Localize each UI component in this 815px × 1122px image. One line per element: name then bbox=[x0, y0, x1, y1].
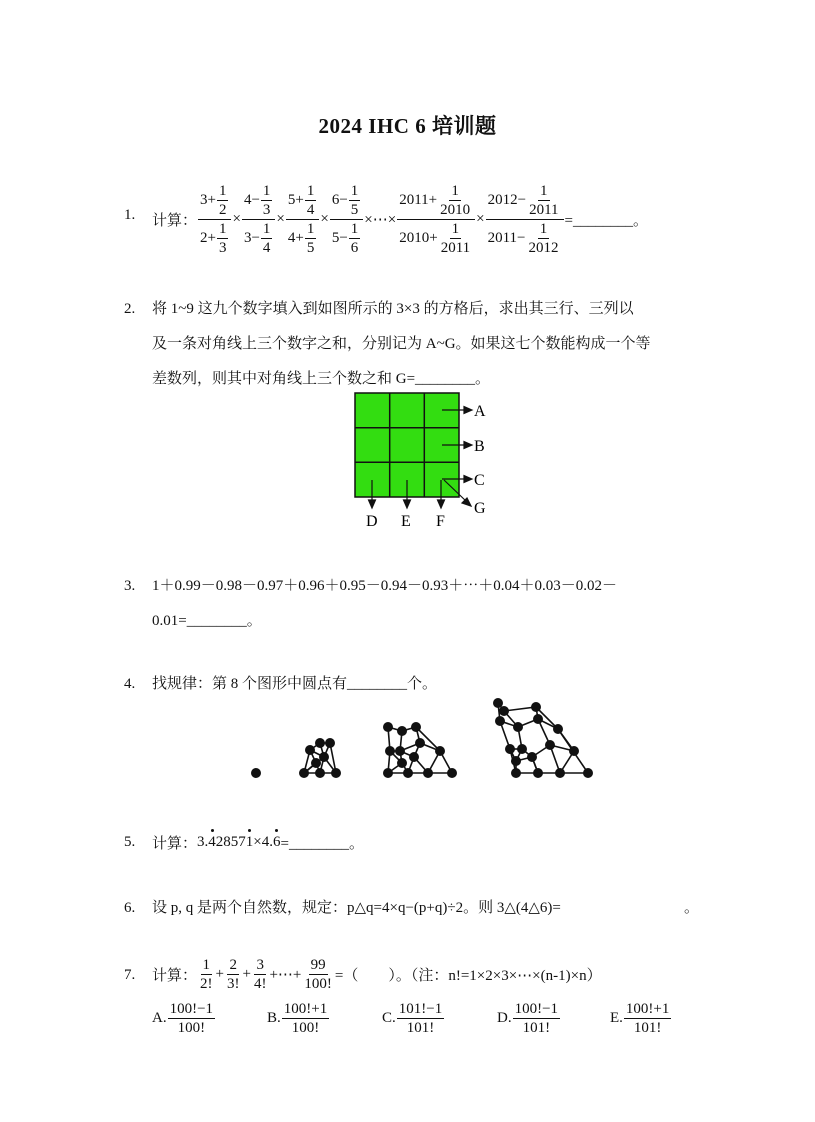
q3-line2: 0.01=________。 bbox=[152, 613, 262, 629]
q1-frac-2011-num-int: 2011+ bbox=[399, 192, 438, 208]
q2-line3: 差数列，则其中对角线上三个数之和 G=________。 bbox=[152, 371, 491, 387]
q1-frac-2012 bbox=[486, 182, 564, 257]
q1-expression: 计算： 3+ $\frac{1}{2}$ 2+ $\frac{1}{3}$ × 4− $\frac{1}{3}$ 3− $\frac{1}{4}$ × 5+ $\frac{1}{4}$ 4+ $\frac{1}{5}$ × 6− $\frac{1}{5}$ 5− $\frac{1}{6}$ ×⋯× 2011+ $\frac{1}{2010}$ 2010+ $\frac{1}{2011}$ × 2012− $\frac{1}{2011}$ 2011− $\frac{1}{2012}$ =________。 bbox=[152, 182, 648, 256]
q5-a-mid: 2857 bbox=[215, 834, 246, 850]
q1-term-2-num-fnum: 1 bbox=[262, 182, 271, 199]
q7-option-b[interactable]: B. $\frac{100!+1}{100!}$ bbox=[267, 1001, 328, 1036]
q1-term-1-num-int: 3+ bbox=[200, 192, 216, 208]
q4-number: 4. bbox=[124, 676, 136, 692]
q5-prefix: 计算： bbox=[152, 836, 198, 852]
q2-grid-figure bbox=[350, 390, 500, 530]
q1-frac-2011-num-fden: 2010 bbox=[440, 201, 471, 218]
q1-term-3-num-int: 5+ bbox=[287, 192, 304, 208]
q3-line1: 1＋0.99－0.98－0.97＋0.96＋0.95－0.94－0.93＋⋯＋0.04＋0.03－0.02－ bbox=[152, 578, 618, 594]
q1-term-4 bbox=[330, 182, 363, 257]
q1-term-4-num-fden: 5 bbox=[350, 201, 359, 218]
q1-term-1-den-fnum: 1 bbox=[218, 220, 227, 237]
q1-number: 1. bbox=[124, 207, 136, 223]
q1-term-3-den-int: 4+ bbox=[287, 230, 304, 246]
q1-frac-2011-num-fnum: 1 bbox=[451, 182, 459, 199]
q1-term-2-den-fden: 4 bbox=[262, 239, 271, 256]
q5-a-int: 3. bbox=[197, 834, 209, 850]
q2-label-a: A bbox=[474, 403, 486, 420]
q6-number: 6. bbox=[124, 900, 136, 916]
q1-term-2-den-int: 3− bbox=[243, 230, 260, 246]
q1-frac-2012-num-fnum: 1 bbox=[540, 182, 548, 199]
q2-label-b: B bbox=[474, 438, 485, 455]
q1-mid: ×⋯× bbox=[364, 211, 397, 228]
q1-frac-2011 bbox=[397, 182, 475, 257]
q7-frac-last: $\frac{99}{100!}$ bbox=[304, 957, 332, 992]
q2-text bbox=[152, 292, 712, 397]
q1-term-4-num-int: 6− bbox=[331, 192, 348, 208]
page-title: 2024 IHC 6 培训题 bbox=[318, 114, 497, 138]
q6-end: 。 bbox=[684, 900, 700, 916]
q7-option-e[interactable]: E. $\frac{100!+1}{101!}$ bbox=[610, 1001, 670, 1036]
q1-term-2-den-fnum: 1 bbox=[262, 220, 271, 237]
q1-frac-2011-den-fnum: 1 bbox=[451, 220, 460, 237]
q1-frac-2011-den-int: 2010+ bbox=[399, 230, 438, 246]
q1-term-2 bbox=[242, 182, 275, 257]
q5-a-repeat-start: 4 bbox=[208, 834, 216, 850]
q5-number: 5. bbox=[124, 834, 136, 850]
q2-label-c: C bbox=[474, 472, 485, 489]
q1-frac-2012-den-int: 2011− bbox=[487, 230, 526, 246]
q1-term-1-num-fnum: 1 bbox=[218, 182, 227, 199]
q5-b-repeat: 6 bbox=[272, 834, 281, 850]
q1-frac-2012-num-fden: 2011 bbox=[529, 201, 559, 218]
q4-dot-pattern-figure bbox=[240, 695, 600, 790]
q4-text: 找规律：第 8 个图形中圆点有________个。 bbox=[152, 676, 438, 692]
q2-line1: 将 1~9 这九个数字填入到如图所示的 3×3 的方格后，求出其三行、三列以 bbox=[152, 301, 634, 317]
q1-term-4-den-fden: 6 bbox=[350, 239, 359, 256]
q1-frac-2012-den-fnum: 1 bbox=[539, 220, 548, 237]
q1-term-3-den-fden: 5 bbox=[306, 239, 315, 256]
q7-option-d[interactable]: D. $\frac{100!-1}{101!}$ bbox=[497, 1001, 559, 1036]
q1-term-4-den-int: 5− bbox=[331, 230, 348, 246]
q2-label-e: E bbox=[401, 513, 411, 530]
q1-suffix: =________。 bbox=[564, 212, 648, 229]
q7-option-a[interactable]: A. $\frac{100!-1}{100!}$ bbox=[152, 1001, 214, 1036]
q7-mid: +⋯+ bbox=[269, 967, 302, 983]
q2-label-f: F bbox=[436, 513, 445, 530]
q7-suffix: =（ ）。（注：n!=1×2×3×⋯×(n-1)×n） bbox=[334, 968, 602, 984]
q7-options bbox=[152, 1000, 712, 1046]
q2-line2: 及一条对角线上三个数字之和，分别记为 A~G。如果这七个数能构成一个等 bbox=[152, 336, 651, 352]
q5-times: ×4. bbox=[253, 834, 273, 850]
q1-term-3-den-fnum: 1 bbox=[306, 220, 315, 237]
q1-term-2-num-int: 4− bbox=[243, 192, 260, 208]
q1-prefix: 计算： bbox=[152, 212, 198, 229]
q3-number: 3. bbox=[124, 578, 136, 594]
q5-a-repeat-end: 1 bbox=[245, 834, 254, 850]
q3-text bbox=[152, 569, 712, 639]
q1-term-2-num-fden: 3 bbox=[262, 201, 271, 218]
q7-option-c[interactable]: C. $\frac{101!-1}{101!}$ bbox=[382, 1001, 443, 1036]
q1-term-3-num-fnum: 1 bbox=[306, 182, 315, 199]
q6-text: 设 p, q 是两个自然数，规定：p△q=4×q−(p+q)÷2。则 3△(4△6)= bbox=[152, 900, 561, 916]
q1-term-1-den-fden: 3 bbox=[218, 239, 227, 256]
q2-label-g: G bbox=[474, 500, 486, 517]
q7-frac-3: $\frac{3}{4!}$ bbox=[253, 957, 267, 992]
q7-number: 7. bbox=[124, 967, 136, 983]
q1-frac-2012-num-int: 2012− bbox=[487, 192, 527, 208]
q1-terms: 3+ $\frac{1}{2}$ 2+ $\frac{1}{3}$ × 4− $\frac{1}{3}$ 3− $\frac{1}{4}$ × 5+ $\frac{1}{4}$ 4+ $\frac{1}{5}$ × 6− $\frac{1}{5}$ 5− $\frac{1}{6}$ bbox=[197, 182, 364, 257]
q1-term-1-num-fden: 2 bbox=[218, 201, 227, 218]
q7-frac-1: $\frac{1}{2!}$ bbox=[200, 957, 213, 992]
q1-term-4-den-fnum: 1 bbox=[350, 220, 359, 237]
q7-prefix: 计算： bbox=[152, 968, 198, 984]
q1-frac-2011-den-fden: 2011 bbox=[440, 239, 471, 256]
q1-frac-2012-den-fden: 2012 bbox=[528, 239, 559, 256]
q1-term-3-num-fden: 4 bbox=[306, 201, 315, 218]
q1-term-1-den-int: 2+ bbox=[200, 230, 216, 246]
q2-label-d: D bbox=[366, 513, 378, 530]
q5-expression bbox=[152, 832, 364, 853]
q7-expression: 计算： $\frac{1}{2!}$ + $\frac{2}{3!}$ + $\frac{3}{4!}$ +⋯+ $\frac{99}{100!}$ =（ ）。（注：n!=1×2×3×⋯×(n-1)×n） bbox=[152, 957, 602, 992]
q1-term-4-num-fnum: 1 bbox=[350, 182, 359, 199]
q7-frac-2: $\frac{2}{3!}$ bbox=[226, 957, 240, 992]
q1-term-3 bbox=[286, 182, 319, 257]
q2-number: 2. bbox=[124, 301, 136, 317]
q5-suffix: =________。 bbox=[280, 836, 364, 852]
q1-term-1 bbox=[198, 182, 231, 257]
